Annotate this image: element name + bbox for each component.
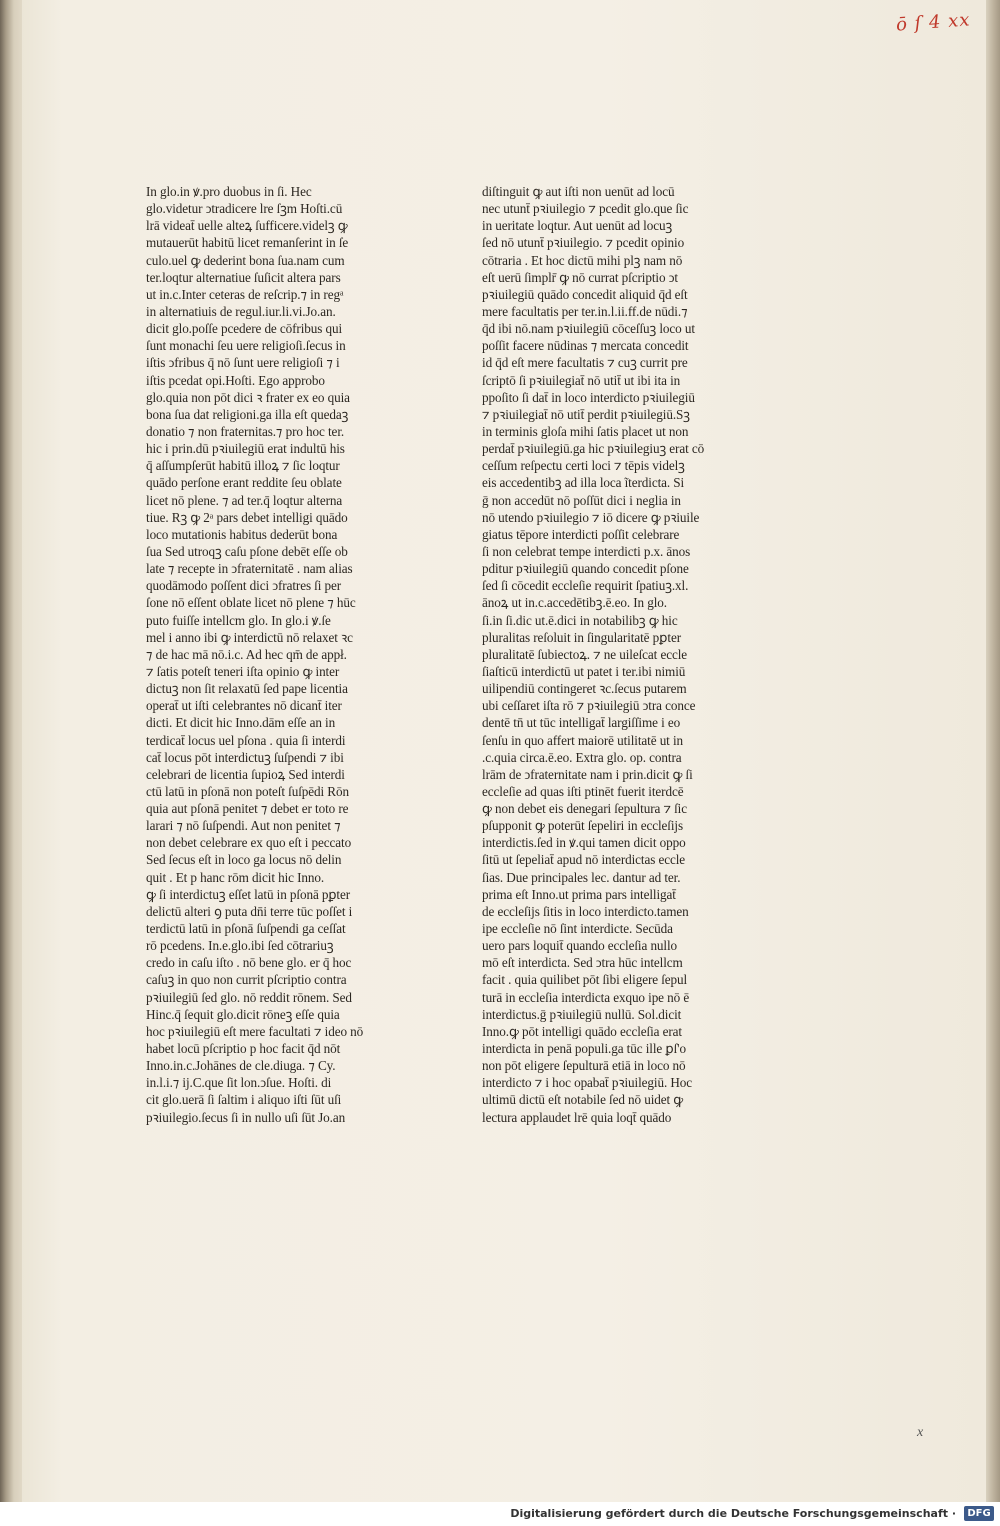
text-line: hic i prin.dū pꝛiuilegiū erat indultū his — [146, 441, 345, 457]
text-line: terdicat̄ locus uel pſona . quia ſi interdi — [146, 732, 346, 748]
text-column-left — [146, 183, 378, 1126]
text-column-right — [482, 183, 714, 1126]
text-line: rō pcedens. In.e.glo.ibi ſed cōtrariuꝫ — [146, 938, 334, 954]
text-line: ſua Sed utroqꝫ caſu pſone debēt eſſe ob — [146, 543, 348, 559]
text-line: dictuꝫ non ſit relaxatū ſed pape licentia — [146, 681, 348, 697]
page-edge — [986, 0, 1000, 1502]
text-line: q̄ aſſumpſerūt habitū illoꝝ ⁊ ſic loqtur — [146, 458, 340, 474]
text-line: donatio ⁊ non fraternitas.⁊ pro hoc ter. — [146, 423, 345, 439]
text-line: quādo perſone erant reddite ſeu oblate — [146, 475, 342, 491]
text-line: late ⁊ recepte in ↄfraternitatē . nam alias — [146, 561, 353, 577]
text-line: lectura applaudet lrē quia loqt̄ quādo — [482, 1109, 672, 1125]
text-line: dicit glo.poſſe pcedere de cōfribus qui — [146, 321, 343, 337]
text-line: ſone nō eſſent oblate licet nō plene ⁊ hūc — [146, 595, 356, 611]
text-line: ſed nō utunt̄ pꝛiuilegio. ⁊ pcedit opinio — [482, 235, 685, 251]
text-line: Inno.ꝙ pōt intelligi quādo eccleſia erat — [482, 1023, 682, 1039]
text-line: Inno.in.c.Johānes de cle.diuga. ⁊ Cy. — [146, 1058, 336, 1074]
text-line: ſcriptō ſi pꝛiuilegiat̄ nō utit̄ ut ibi ita in — [482, 372, 681, 388]
text-line: in.l.i.⁊ ij.C.que ſit lon.ↄſue. Hoſti. di — [146, 1075, 332, 1091]
text-line: credo in caſu iſto . nō bene glo. er q̄ hoc — [146, 955, 352, 971]
text-line: puto fuiſſe intellcm glo. In glo.i ꝟ.ſe — [146, 612, 331, 628]
dfg-logo: DFG — [964, 1506, 994, 1521]
text-line: interdicto ⁊ i hoc opabat̄ pꝛiuilegiū. Hoc — [482, 1075, 693, 1091]
text-line: de eccleſijs ſitis in loco interdicto.tamen — [482, 903, 689, 919]
text-line: culo.uel ꝙ dederint bona ſua.nam cum — [146, 252, 345, 268]
text-line: cōtraria . Et hoc dictū mihi plꝫ nam nō — [482, 252, 683, 268]
text-line: eſt uerū ſimplr̄ ꝙ nō currat pſcriptio ↄt — [482, 269, 678, 285]
text-line: glo.videtur ↄtradicere lre ſꝫm Hoſti.cū — [146, 201, 343, 217]
text-line: ſiaſticū interdictū ut patet i ter.ibi nimiū — [482, 663, 686, 679]
text-line: in alternatiuis de regul.iur.li.vi.Jo.an. — [146, 303, 336, 319]
text-line: cat̄ locus pōt interdictuꝫ ſuſpendi ⁊ ibi — [146, 749, 344, 765]
text-line: ctū latū in pſonā non poteſt ſuſpēdi Rōn — [146, 783, 349, 799]
text-line: pditur pꝛiuilegiū quando concedit pſone — [482, 561, 689, 577]
text-line: ipe eccleſie nō ſint interdicte. Secūda — [482, 921, 673, 937]
text-line: pꝛiuilegiū quādo concedit aliquid q̄d eſt — [482, 286, 688, 302]
text-line: diſtinguit ꝙ aut iſti non uenūt ad locū — [482, 184, 675, 199]
text-line: In glo.in ꝟ.pro duobus in ſi. Hec — [146, 184, 312, 199]
text-line: Sed ſecus eſt in loco ga locus nō delin — [146, 852, 342, 868]
text-line: mō eſt interdicta. Sed ↄtra hūc intellcm — [482, 955, 683, 971]
signature-mark: x — [917, 1425, 924, 1440]
text-line: id q̄d eſt mere facultatis ⁊ cuꝫ currit pre — [482, 355, 688, 371]
text-line: ppoſito ſi dat̄ in loco interdicto pꝛiuilegiū — [482, 389, 695, 405]
text-line: pluralitatē ſubiectoꝝ. ⁊ ne uileſcat eccle — [482, 646, 688, 662]
manuscript-folio-note: ō ſ 4 xx — [895, 9, 972, 36]
text-line: tiue. Rꝫ ꝙ 2ᵃ pars debet intelligi quādo — [146, 509, 348, 525]
text-line: facit . quia quilibet pōt ſibi eligere ſepul — [482, 972, 688, 988]
text-line: ſitū ut ſepeliat̄ apud nō interdictas eccle — [482, 852, 686, 868]
text-line: iſtis ↄfribus q̄ nō ſunt uere religioſi ⁊ i — [146, 355, 340, 371]
text-line: interdictus.ḡ pꝛiuilegiū nullū. Sol.dicit — [482, 1006, 682, 1022]
text-line: ſed ſi cōcedit eccleſie requirit ſpatiuꝫ.xl. — [482, 578, 689, 594]
text-line: hoc pꝛiuilegiū eſt mere facultati ⁊ ideo nō — [146, 1023, 364, 1039]
text-line: perdat̄ pꝛiuilegiū.ga hic pꝛiuilegiuꝫ erat cō — [482, 441, 705, 457]
footer-bar — [0, 1502, 1000, 1526]
text-line: ꝙ non debet eis denegari ſepultura ⁊ ſic — [482, 801, 687, 817]
text-line: in ueritate loqtur. Aut uenūt ad locuꝫ — [482, 218, 673, 234]
text-line: pſupponit ꝙ poterūt ſepeliri in eccleſijs — [482, 818, 684, 834]
text-line: terdictū latū in pſonā ſuſpendi ga ceſſat — [146, 921, 346, 937]
text-line: celebrari de licentia ſupioꝝ Sed interdi — [146, 766, 345, 782]
text-line: pꝛiuilegio.ſecus ſi in nullo uſi ſūt Jo.an — [146, 1109, 346, 1125]
text-line: dentē tn̄ ut tūc intelligat̄ largiſſime i eo — [482, 715, 681, 731]
text-line: mutauerūt habitū licet remanſerint in ſe — [146, 235, 349, 251]
text-line: ſunt monachi ſeu uere religioſi.ſecus in — [146, 338, 346, 354]
text-line: q̄d ibi nō.nam pꝛiuilegiū cōceſſuꝫ loco ut — [482, 321, 695, 337]
text-line: ſi non celebrat tempe interdicti p.x. ānos — [482, 543, 691, 559]
text-line: mel i anno ibi ꝙ interdictū nō relaxet ꝛc — [146, 629, 353, 645]
text-line: lrā videat̄ uelle alteꝝ ſufficere.videlꝫ ꝙ — [146, 218, 348, 234]
text-line: ſias. Due principales lec. dantur ad ter. — [482, 869, 681, 885]
text-line: ⁊ pꝛiuilegiat̄ nō utit̄ perdit pꝛiuilegiū.Sꝫ — [482, 406, 690, 422]
text-line: non debet celebrare ex quo eſt i peccato — [146, 835, 352, 851]
text-line: bona ſua dat religioni.ga illa eſt quedaꝫ — [146, 406, 349, 422]
text-line: ſenſu in quo affert maiorē utilitatē ut in — [482, 732, 684, 748]
text-line: pꝛiuilegiū ſed glo. nō reddit rōnem. Sed — [146, 989, 352, 1005]
text-line: lrām de ↄfraternitate nam i prin.dicit ꝙ ſi — [482, 766, 693, 782]
text-line: uilipendiū contingeret ꝛc.ſecus putarem — [482, 681, 687, 697]
text-line: eccleſie ad quas iſti ptinēt fuerit iterdcē — [482, 783, 684, 799]
text-line: prima eſt Inno.ut prima pars intelligat̄ — [482, 886, 676, 902]
text-line: glo.quia non pōt dici ꝛ frater ex eo quia — [146, 389, 350, 405]
text-line: iſtis pcedat opi.Hoſti. Ego approbo — [146, 372, 325, 388]
text-line: uero pars loquit̄ quando eccleſia nullo — [482, 938, 678, 954]
text-line: giatus tēpore interdicti poſſit celebrare — [482, 526, 680, 542]
text-line: loco mutationis habitus dederūt bona — [146, 526, 338, 542]
text-line: operat̄ ut iſti celebrantes nō dicant̄ iter — [146, 698, 342, 714]
text-line: ubi ceſſaret iſta rō ⁊ pꝛiuilegiū ↄtra conce — [482, 698, 696, 714]
text-line: .c.quia circa.ē.eo. Extra glo. op. contra — [482, 749, 682, 765]
text-line: licet nō plene. ⁊ ad ter.q̄ loqtur alterna — [146, 492, 343, 508]
text-line: ⁊ ſatis poteſt teneri iſta opinio ꝙ inter — [146, 663, 340, 679]
text-line: quodāmodo poſſent dici ↄfratres ſi per — [146, 578, 342, 594]
text-line: caſuꝫ in quo non currit pſcriptio contra — [146, 972, 347, 988]
text-line: mere facultatis per ter.in.l.ii.ff.de nūdi.⁊ — [482, 303, 688, 319]
text-line: ultimū dictū eſt notabile ſed nō uidet ꝙ — [482, 1092, 684, 1108]
text-line: quit . Et p hanc rōm dicit hic Inno. — [146, 869, 325, 885]
text-line: ceſſum reſpectu certi loci ⁊ tēpis videlꝫ — [482, 458, 685, 474]
text-line: habet locū pſcriptio p hoc facit q̄d nōt — [146, 1041, 341, 1057]
text-line: nō utendo pꝛiuilegio ⁊ iō dicere ꝙ pꝛiuile — [482, 509, 700, 525]
text-line: Hinc.q̄ ſequit glo.dicit rōneꝫ eſſe quia — [146, 1006, 340, 1022]
text-line: quia aut pſonā penitet ⁊ debet er toto re — [146, 801, 349, 817]
text-line: ſi.in ſi.dic ut.ē.dici in notabilibꝫ ꝙ hic — [482, 612, 678, 628]
text-line: poſſit facere nūdinas ⁊ mercata concedit — [482, 338, 689, 354]
text-line: interdicta in penā populi.ga tūc ille ꝑſ'o — [482, 1041, 686, 1057]
footer-credit: Digitalisierung gefördert durch die Deutsche Forschungsgemeinschaft · — [510, 1507, 956, 1520]
text-line: cit glo.uerā ſi ſaltim i aliquo iſti ſūt uſi — [146, 1092, 342, 1108]
text-line: ut in.c.Inter ceteras de reſcrip.⁊ in regᵃ — [146, 286, 344, 302]
text-line: in terminis gloſa mihi ſatis placet ut non — [482, 423, 689, 439]
text-line: turā in eccleſia interdicta exquo ipe nō ē — [482, 989, 690, 1005]
text-line: larari ⁊ nō ſuſpendi. Aut non penitet ⁊ — [146, 818, 341, 834]
text-line: dicti. Et dicit hic Inno.dām eſſe an in — [146, 715, 336, 731]
text-line: ḡ non accedūt nō poſſūt dici i neglia in — [482, 492, 681, 508]
text-line: ꝙ ſi interdictuꝫ eſſet latū in pſonā pꝑter — [146, 886, 351, 902]
text-line: ānoꝝ ut in.c.accedētibꝫ.ē.eo. In glo. — [482, 595, 667, 611]
text-line: ter.loqtur alternatiue ſuſicit altera pars — [146, 269, 341, 285]
text-line: interdictis.ſed in ꝟ.qui tamen dicit oppo — [482, 835, 686, 851]
text-line: non pōt eligere ſepulturā etiā in loco nō — [482, 1058, 686, 1074]
text-line: eis accedentibꝫ ad illa loca ĩterdicta. Si — [482, 475, 685, 491]
text-line: ⁊ de hac mā nō.i.c. Ad hec qm̄ de appł. — [146, 646, 347, 662]
text-line: pluralitas reſoluit in ſingularitatē pꝑter — [482, 629, 681, 645]
text-line: delictū alteri ꝯ puta dn̄i terre tūc poſſet i — [146, 903, 353, 919]
text-line: nec utunt̄ pꝛiuilegio ⁊ pcedit glo.que ſic — [482, 201, 689, 217]
